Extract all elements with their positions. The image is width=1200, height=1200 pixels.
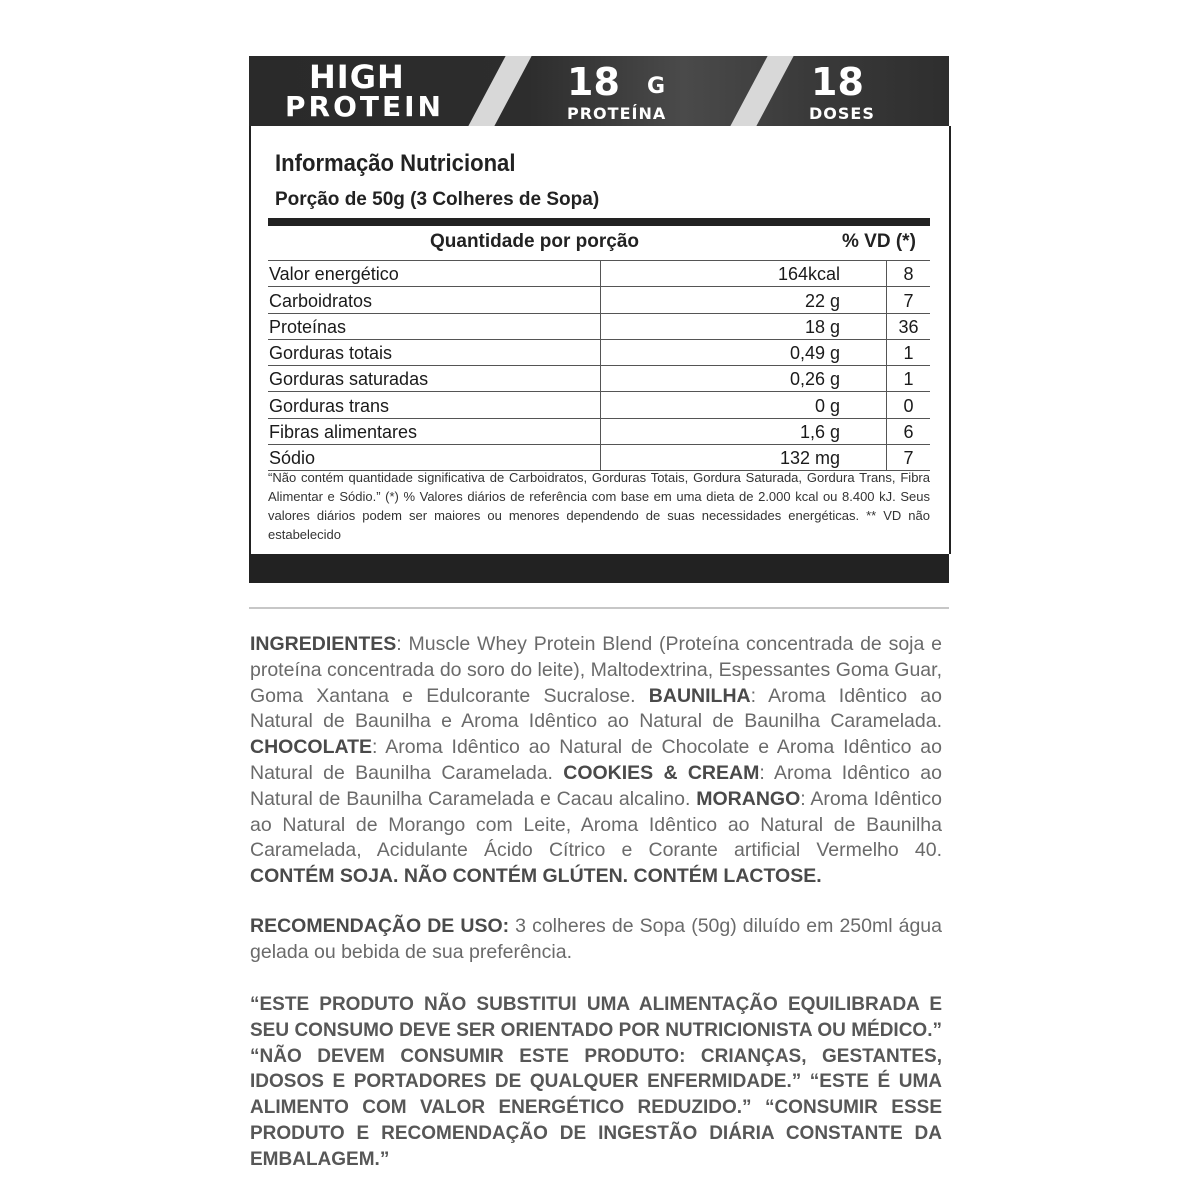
nutrition-footnote: “Não contém quantidade significativa de Carboidratos, Gorduras Totais, Gordura Saturada, Gordura Trans, Fibra Alimentar e Sódio.” (*) % Valores diários de referência com base em uma dieta de 2.000 kcal ou 8.400 kJ. Seus valores diários podem ser maiores ou menores dependendo de suas necessidades energéticas. ** VD não estabelecido xyxy=(268,470,930,542)
nutrition-title: Informação Nutricional xyxy=(275,150,516,177)
nutrient-vd: 1 xyxy=(887,339,931,365)
ingredients-label: INGREDIENTES xyxy=(250,633,397,655)
doses-label: DOSES xyxy=(809,104,875,123)
baunilha-label: BAUNILHA xyxy=(648,684,751,707)
protein-unit: G xyxy=(647,74,666,99)
usage-label: RECOMENDAÇÃO DE USO: xyxy=(250,915,510,937)
column-quantity-header: Quantidade por porção xyxy=(430,231,640,252)
table-row xyxy=(268,392,930,418)
table-row xyxy=(268,339,930,365)
table-row xyxy=(268,313,930,339)
table-row xyxy=(268,261,930,287)
allergen-statement: CONTÉM SOJA. NÃO CONTÉM GLÚTEN. CONTÉM LACTOSE. xyxy=(250,865,822,888)
nutrient-amount: 22 g xyxy=(601,287,887,313)
usage-paragraph xyxy=(250,914,942,966)
morango-label: MORANGO xyxy=(696,787,801,810)
cookies-label: COOKIES & CREAM xyxy=(563,761,760,784)
nutrient-name: Gorduras trans xyxy=(268,392,601,418)
nutrition-header-rule xyxy=(268,218,930,226)
table-row xyxy=(268,418,930,444)
nutrient-amount: 132 mg xyxy=(601,445,887,471)
nutrient-vd: 36 xyxy=(887,313,931,339)
nutrient-vd: 0 xyxy=(887,392,931,418)
nutrient-name: Valor energético xyxy=(268,261,601,287)
nutrient-vd: 6 xyxy=(887,418,931,444)
nutrient-amount: 0,49 g xyxy=(601,339,887,365)
header-divider-slash xyxy=(730,56,793,126)
nutrient-amount: 18 g xyxy=(601,313,887,339)
usage-text: 3 colheres de Sopa (50g) diluído em 250ml água gelada ou bebida de sua preferência. xyxy=(250,915,942,963)
protein-label: PROTEÍNA xyxy=(567,104,667,123)
nutrient-amount: 0,26 g xyxy=(601,366,887,392)
nutrient-vd: 8 xyxy=(887,261,931,287)
baunilha-text: : Aroma Idêntico ao Natural de Baunilha e Aroma Idêntico ao Natural de Baunilha Caramelada. xyxy=(250,684,942,733)
doses-value: 18 xyxy=(811,60,864,104)
section-divider xyxy=(249,607,949,609)
chocolate-label: CHOCOLATE xyxy=(250,736,373,759)
nutrient-amount: 164kcal xyxy=(601,261,887,287)
nutrient-name: Sódio xyxy=(268,445,601,471)
morango-text: : Aroma Idêntico ao Natural de Morango com Leite, Aroma Idêntico ao Natural de Baunilha Caramelada, Acidulante Ácido Cítrico e Corante artificial Vermelho 40. xyxy=(250,787,942,862)
column-vd-header: % VD (*) xyxy=(842,231,916,252)
brand-line1: HIGH xyxy=(309,58,405,96)
brand-line2: PROTEIN xyxy=(285,90,444,123)
cookies-text: : Aroma Idêntico ao Natural de Baunilha Caramelada e Cacau alcalino. xyxy=(250,761,942,810)
warning-paragraph: “ESTE PRODUTO NÃO SUBSTITUI UMA ALIMENTAÇÃO EQUILIBRADA E SEU CONSUMO DEVE SER ORIENTADO POR NUTRICIONISTA OU MÉDICO.” “NÃO DEVEM CONSUMIR ESTE PRODUTO: CRIANÇAS, GESTANTES, IDOSOS E PORTADORES DE QUALQUER ENFERMIDADE.” “ESTE É UMA ALIMENTO COM VALOR ENERGÉTICO REDUZIDO.” “CONSUMIR ESSE PRODUTO E RECOMENDAÇÃO DE INGESTÃO DIÁRIA CONSTANTE DA EMBALAGEM.” xyxy=(250,994,942,1170)
nutrient-vd: 7 xyxy=(887,445,931,471)
nutrition-portion: Porção de 50g (3 Colheres de Sopa) xyxy=(275,189,600,210)
table-row xyxy=(268,366,930,392)
nutrient-vd: 7 xyxy=(887,287,931,313)
table-row xyxy=(268,287,930,313)
chocolate-text: : Aroma Idêntico ao Natural de Chocolate e Aroma Idêntico ao Natural de Baunilha Caramelada. xyxy=(250,736,942,784)
panel-bottom-bar xyxy=(249,554,949,583)
ingredients-base: : Muscle Whey Protein Blend (Proteína concentrada de soja e proteína concentrada do soro do leite), Maltodextrina, Espessantes Goma Guar, Goma Xantana e Edulcorante Sucralose. xyxy=(250,633,942,707)
protein-value: 18 xyxy=(567,60,620,104)
nutrition-table xyxy=(268,260,930,471)
table-row xyxy=(268,445,930,471)
nutrient-name: Gorduras totais xyxy=(268,339,601,365)
header-divider-slash xyxy=(468,56,531,126)
nutrient-name: Gorduras saturadas xyxy=(268,366,601,392)
nutrient-vd: 1 xyxy=(887,366,931,392)
ingredients-paragraph xyxy=(250,632,942,890)
nutrient-name: Fibras alimentares xyxy=(268,418,601,444)
nutrient-amount: 0 g xyxy=(601,392,887,418)
nutrient-name: Proteínas xyxy=(268,313,601,339)
header-band xyxy=(249,56,949,126)
nutrient-amount: 1,6 g xyxy=(601,418,887,444)
nutrient-name: Carboidratos xyxy=(268,287,601,313)
